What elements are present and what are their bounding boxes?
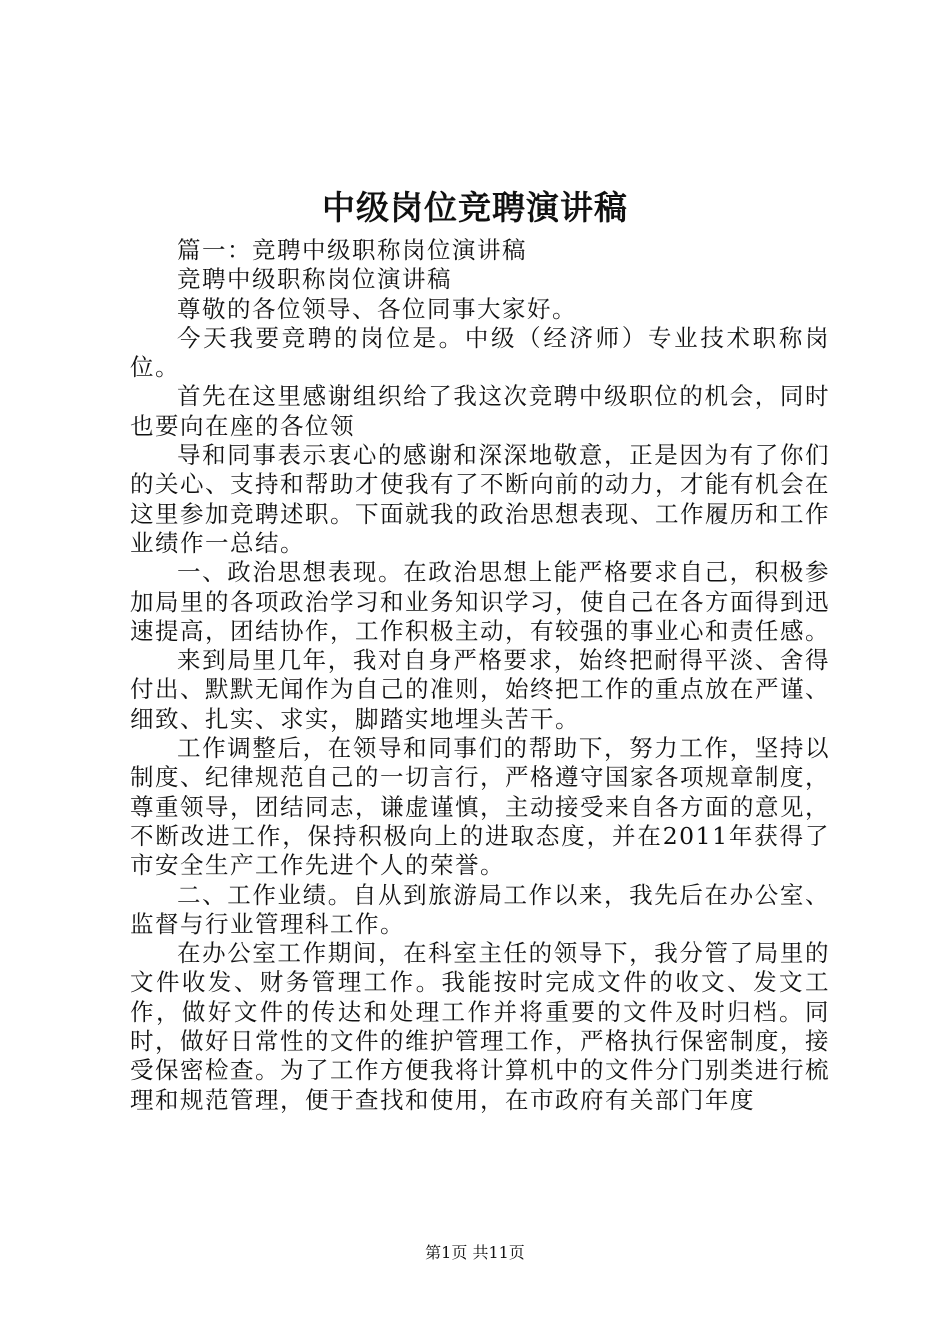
paragraph: 竞聘中级职称岗位演讲稿	[177, 265, 452, 294]
paragraph: 尊敬的各位领导、各位同事大家好。	[177, 294, 577, 323]
document-title: 中级岗位竞聘演讲稿	[322, 188, 628, 227]
paragraph: 在办公室工作期间，在科室主任的领导下，我分管了局里的文件收发、财务管理工作。我能按时完成文件的收文、发文工作，做好文件的传达和处理工作并将重要的文件及时归档。同时，做好日常性的文件的维护管理工作，严格执行保密制度，接受保密检查。为了工作方便我将计算机中的文件分门别类进行梳理和规范管理，便于查找和使用，在市政府有关部门年度	[130, 939, 830, 1114]
paragraph: 导和同事表示衷心的感谢和深深地敬意，正是因为有了你们的关心、支持和帮助才使我有了不断向前的动力，才能有机会在这里参加竞聘述职。下面就我的政治思想表现、工作履历和工作业绩作一总结。	[130, 441, 830, 557]
document-body	[130, 236, 830, 1115]
paragraph: 来到局里几年，我对自身严格要求，始终把耐得平淡、舍得付出、默默无闻作为自己的准则，始终把工作的重点放在严谨、细致、扎实、求实，脚踏实地埋头苦干。	[130, 646, 830, 733]
paragraph: 首先在这里感谢组织给了我这次竞聘中级职位的机会，同时也要向在座的各位领	[130, 382, 830, 440]
page-number-footer: 第1页 共11页	[425, 1243, 525, 1262]
paragraph: 篇一：竞聘中级职称岗位演讲稿	[177, 236, 527, 264]
paragraph: 工作调整后，在领导和同事们的帮助下，努力工作，坚持以制度、纪律规范自己的一切言行，严格遵守国家各项规章制度，尊重领导，团结同志，谦虚谨慎，主动接受来自各方面的意见，不断改进工作，保持积极向上的进取态度，并在2011年获得了市安全生产工作先进个人的荣誉。	[130, 734, 830, 880]
paragraph: 今天我要竞聘的岗位是。中级（经济师）专业技术职称岗位。	[130, 323, 830, 382]
paragraph: 二、工作业绩。自从到旅游局工作以来，我先后在办公室、监督与行业管理科工作。	[130, 880, 830, 938]
paragraph: 一、政治思想表现。在政治思想上能严格要求自己，积极参加局里的各项政治学习和业务知识学习，使自己在各方面得到迅速提高，团结协作，工作积极主动，有较强的事业心和责任感。	[130, 558, 830, 645]
